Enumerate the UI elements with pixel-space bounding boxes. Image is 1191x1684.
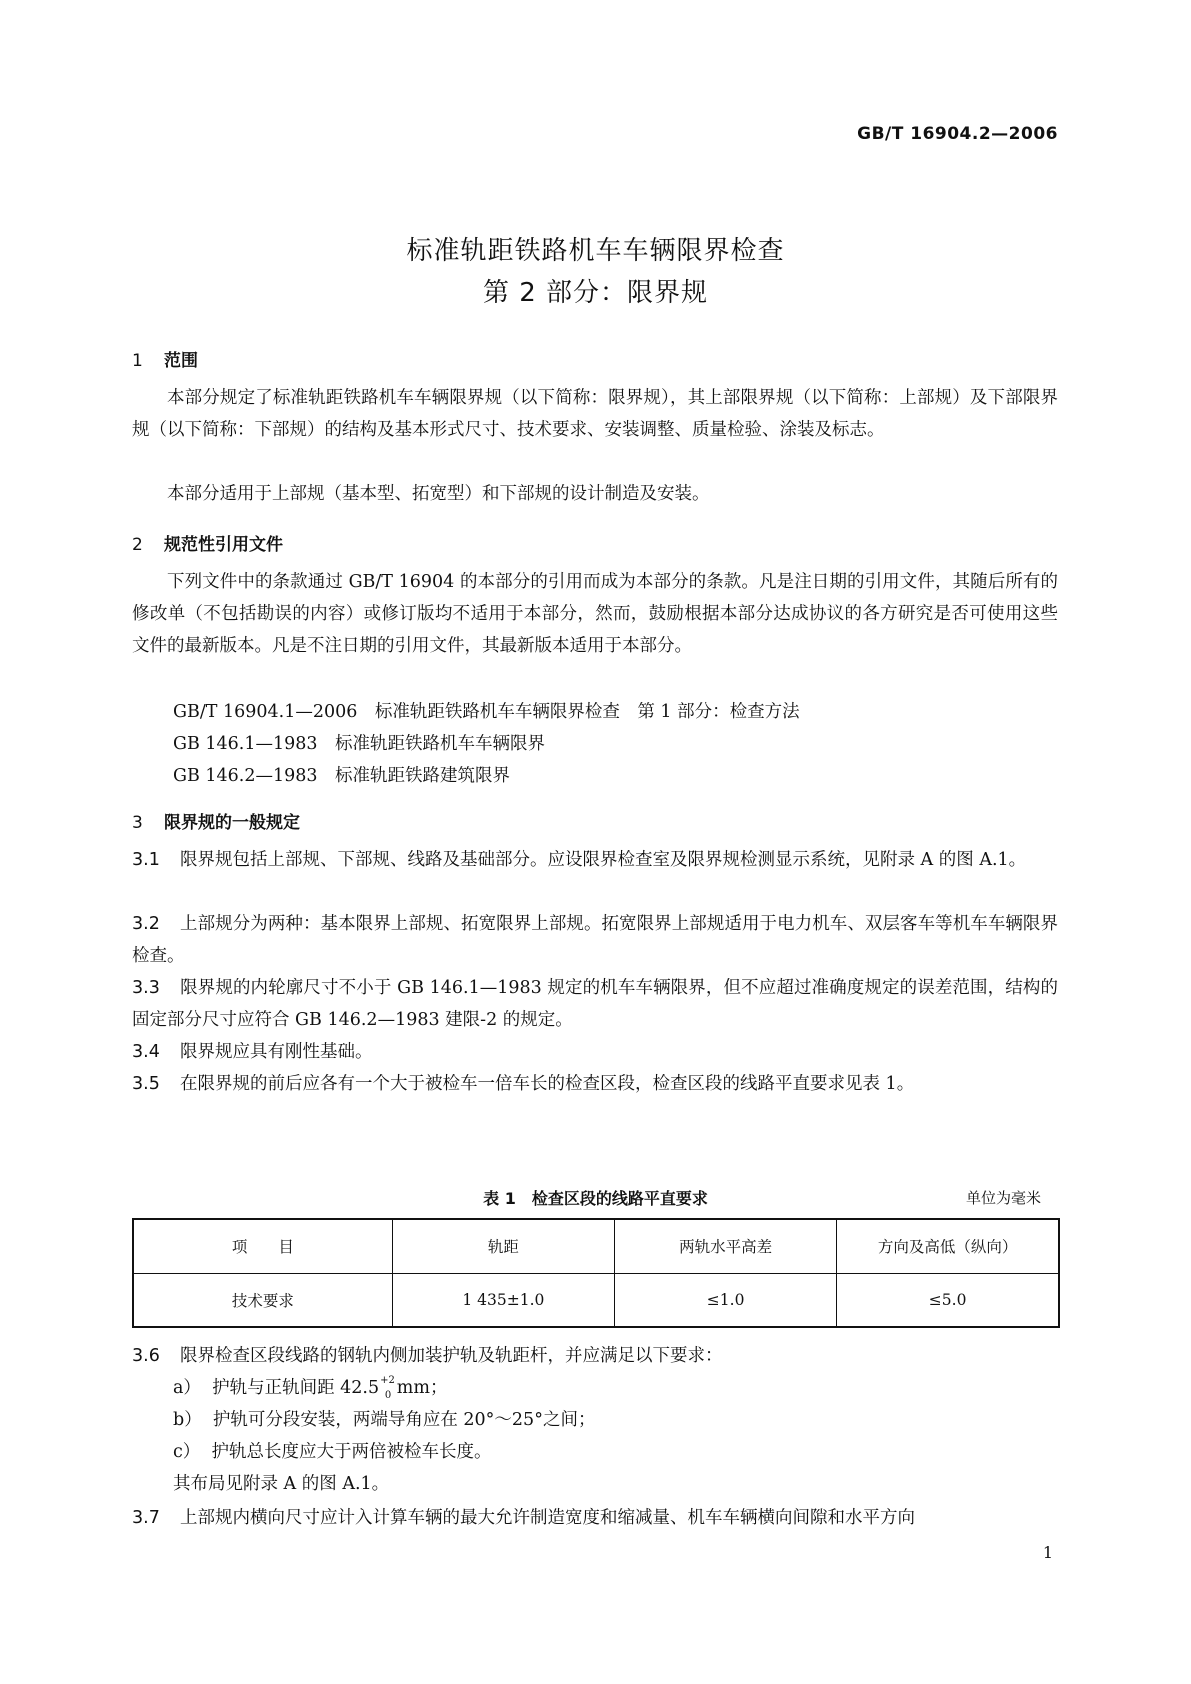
reference-item: GB 146.2—1983 标准轨距铁路建筑限界 bbox=[173, 766, 511, 786]
table-cell: 技术要求 bbox=[133, 1273, 392, 1327]
clause-text: 上部规内横向尺寸应计入计算车辆的最大允许制造宽度和缩减量、机车车辆横向间隙和水平方向 bbox=[180, 1508, 915, 1528]
list-item-label: c） bbox=[173, 1442, 201, 1462]
clause-number: 3.7 bbox=[132, 1508, 160, 1528]
clause-number: 3.6 bbox=[132, 1346, 160, 1366]
clause-number: 3.2 bbox=[132, 914, 160, 934]
clause-3-6-note: 其布局见附录 A 的图 A.1。 bbox=[173, 1474, 390, 1494]
clause-3-7 bbox=[132, 1502, 1058, 1534]
section-heading-normative-references bbox=[132, 530, 283, 555]
clause-number: 3.1 bbox=[132, 850, 160, 870]
clause-3-3 bbox=[132, 972, 1058, 1036]
reference-item: GB 146.1—1983 标准轨距铁路机车车辆限界 bbox=[173, 734, 546, 754]
clause-text: 限界规应具有刚性基础。 bbox=[180, 1042, 373, 1062]
clause-text: 上部规分为两种：基本限界上部规、拓宽限界上部规。拓宽限界上部规适用于电力机车、双层客车等机车车辆限界检查。 bbox=[132, 914, 1058, 966]
table-cell: ≤1.0 bbox=[615, 1273, 837, 1327]
table-header-row bbox=[133, 1219, 1059, 1273]
clause-text: 限界规的内轮廓尺寸不小于 GB 146.1—1983 规定的机车车辆限界，但不应超过准确度规定的误差范围，结构的固定部分尺寸应符合 GB 146.2—1983 建限-2 的规定。 bbox=[132, 978, 1058, 1030]
section-title: 限界规的一般规定 bbox=[164, 813, 300, 833]
track-requirements-table bbox=[132, 1218, 1060, 1328]
table-header-cell: 轨距 bbox=[392, 1219, 614, 1273]
clause-text: 限界检查区段线路的钢轨内侧加装护轨及轨距杆，并应满足以下要求： bbox=[180, 1346, 723, 1366]
clause-number: 3.5 bbox=[132, 1074, 160, 1094]
reference-item: GB/T 16904.1—2006 标准轨距铁路机车车辆限界检查 第 1 部分：检查方法 bbox=[173, 702, 800, 722]
tolerance-lower: 0 bbox=[384, 1389, 392, 1401]
clause-3-6 bbox=[132, 1340, 1058, 1372]
list-item-b bbox=[173, 1406, 595, 1431]
list-item-label: b） bbox=[173, 1410, 202, 1430]
table-header-cell: 项 目 bbox=[133, 1219, 392, 1273]
section-number: 2 bbox=[132, 535, 143, 555]
section-heading-general-provisions bbox=[132, 808, 300, 833]
clause-3-4 bbox=[132, 1036, 1058, 1068]
document-subtitle: 第 2 部分：限界规 bbox=[482, 278, 709, 308]
section-number: 3 bbox=[132, 813, 143, 833]
section-number: 1 bbox=[132, 351, 143, 371]
section-title: 范围 bbox=[164, 351, 198, 371]
document-title: 标准轨距铁路机车车辆限界检查 bbox=[406, 236, 785, 266]
clause-3-2 bbox=[132, 908, 1058, 972]
section-title: 规范性引用文件 bbox=[164, 535, 283, 555]
table-header-cell: 方向及高低（纵向） bbox=[837, 1219, 1059, 1273]
table-cell: ≤5.0 bbox=[837, 1273, 1059, 1327]
list-item-c bbox=[173, 1438, 491, 1463]
table-cell: 1 435±1.0 bbox=[392, 1273, 614, 1327]
table-header-cell: 两轨水平高差 bbox=[615, 1219, 837, 1273]
table-unit-note: 单位为毫米 bbox=[965, 1189, 1041, 1207]
list-item-label: a） bbox=[173, 1378, 201, 1398]
scope-paragraph-2: 本部分适用于上部规（基本型、拓宽型）和下部规的设计制造及安装。 bbox=[167, 484, 710, 504]
table-caption: 表 1 检查区段的线路平直要求 bbox=[483, 1189, 708, 1208]
list-item-a bbox=[173, 1374, 448, 1401]
page-number: 1 bbox=[1042, 1543, 1053, 1562]
references-paragraph: 下列文件中的条款通过 GB/T 16904 的本部分的引用而成为本部分的条款。凡是注日期的引用文件，其随后所有的修改单（不包括勘误的内容）或修订版均不适用于本部分，然而，鼓励根据本部分达成协议的各方研究是否可使用这些文件的最新版本。凡是不注日期的引用文件，其最新版本适用于本部分。 bbox=[132, 572, 1058, 656]
clause-3-1 bbox=[132, 844, 1058, 876]
clause-text: 限界规包括上部规、下部规、线路及基础部分。应设限界检查室及限界规检测显示系统，见附录 A 的图 A.1。 bbox=[180, 850, 1027, 870]
scope-paragraph-1: 本部分规定了标准轨距铁路机车车辆限界规（以下简称：限界规），其上部限界规（以下简称：上部规）及下部限界规（以下简称：下部规）的结构及基本形式尺寸、技术要求、安装调整、质量检验、涂装及标志。 bbox=[132, 388, 1058, 440]
list-item-text: 护轨与正轨间距 42.5 bbox=[212, 1378, 380, 1398]
list-item-text: 护轨可分段安装，两端导角应在 20°～25°之间； bbox=[212, 1410, 596, 1430]
table-row bbox=[133, 1273, 1059, 1327]
clause-number: 3.4 bbox=[132, 1042, 160, 1062]
list-item-text: 护轨总长度应大于两倍被检车长度。 bbox=[211, 1442, 492, 1462]
clause-number: 3.3 bbox=[132, 978, 160, 998]
list-item-unit: mm； bbox=[391, 1378, 448, 1398]
tolerance-upper: +2 bbox=[380, 1375, 395, 1387]
clause-3-5 bbox=[132, 1068, 1058, 1100]
section-heading-scope bbox=[132, 346, 198, 371]
standard-number: GB/T 16904.2—2006 bbox=[857, 124, 1058, 144]
clause-text: 在限界规的前后应各有一个大于被检车一倍车长的检查区段，检查区段的线路平直要求见表 1。 bbox=[180, 1074, 915, 1094]
